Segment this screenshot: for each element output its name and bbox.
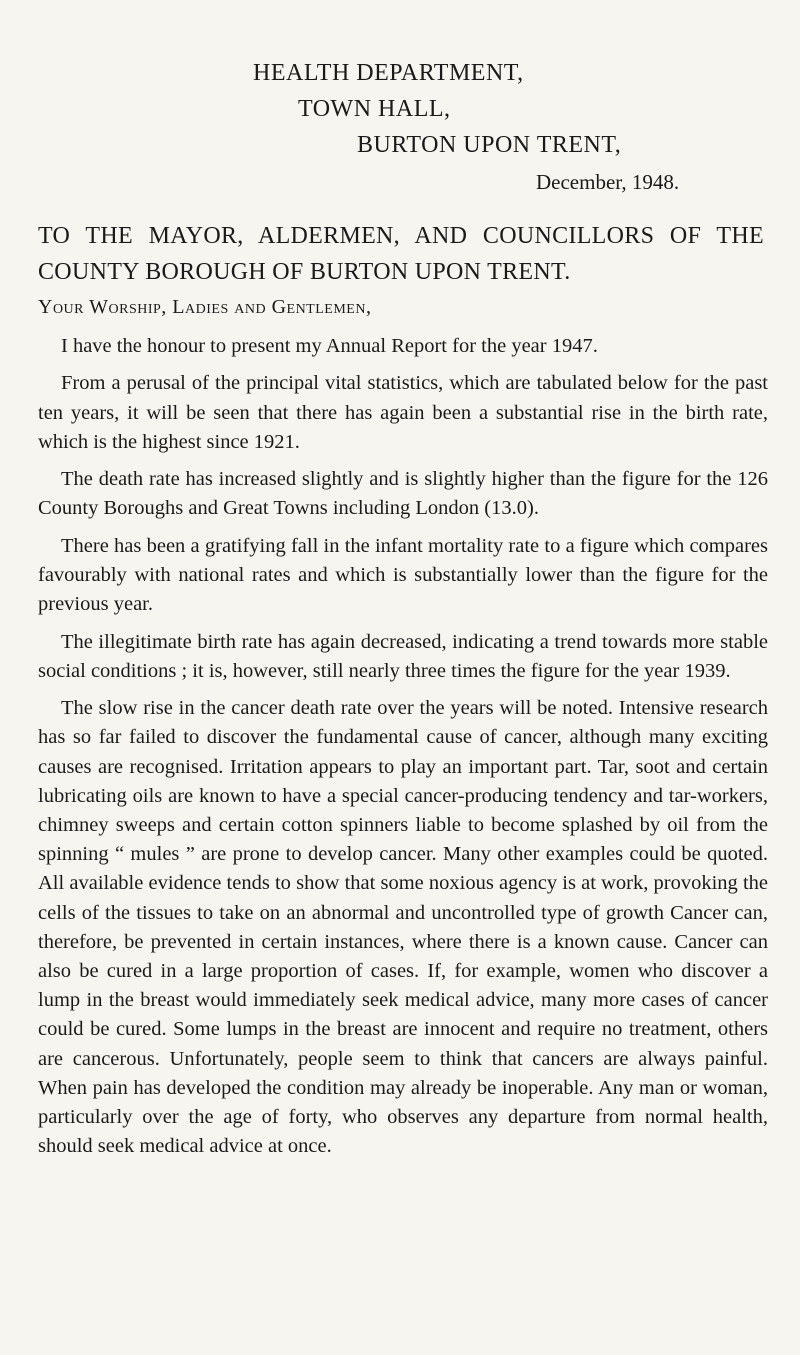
paragraph: From a perusal of the principal vital statistics, which are tabulated below for the past ten years, it will be seen that there has again been a substantial rise in the birth rate, which is the highest since 1921.	[38, 372, 768, 453]
town-line: BURTON UPON TRENT,	[357, 132, 622, 158]
paragraph: There has been a gratifying fall in the infant mortality rate to a figure which compares favourably with national rates and which is substantially lower than the figure for the previous year.	[38, 534, 768, 616]
building-line: TOWN HALL,	[298, 96, 451, 122]
paragraph: The illegitimate birth rate has again decreased, indicating a trend towards more stable social conditions ; it is, however, still nearly three times the figure for the year 1939.	[38, 630, 768, 682]
addressee: TO THE MAYOR, ALDERMEN, AND COUNCILLORS OF THE COUNTY BOROUGH OF BURTON UPON TRENT.	[38, 223, 764, 285]
letter-body	[38, 332, 768, 1170]
paragraph: The slow rise in the cancer death rate over the years will be noted. Intensive research has so far failed to discover the fundamental cause of cancer, although many exciting causes are recognised. Irritation appears to play an important part. Tar, soot and certain lubricating oils are known to have a special cancer-producing tendency and tar-workers, chimney sweeps and certain cotton spinners liable to become splashed by oil from the spinning “ mules ” are prone to develop cancer. Many other examples could be quoted. All available evidence tends to show that some noxious agency is at work, provoking the cells of the tissues to take on an abnormal and uncontrolled type of growth Cancer can, therefore, be prevented in certain instances, where there is a known cause. Cancer can also be cured in a large proportion of cases. If, for example, women who discover a lump in the breast would immediately seek medical advice, many more cases of cancer could be cured. Some lumps in the breast are innocent and require no treatment, others are cancerous. Unfortunately, people seem to think that cancers are always painful. When pain has developed the condition may already be inoperable. Any man or woman, particularly over the age of forty, who observes any departure from normal health, should seek medical advice at once.	[38, 697, 768, 1158]
letter-date: December, 1948.	[536, 170, 680, 194]
salutation: Your Worship, Ladies and Gentlemen,	[38, 296, 372, 318]
department-line: HEALTH DEPARTMENT,	[253, 60, 524, 86]
paragraph: The death rate has increased slightly and is slightly higher than the figure for the 126 County Boroughs and Great Towns including London (13.0).	[38, 468, 768, 520]
paragraph: I have the honour to present my Annual Report for the year 1947.	[61, 335, 598, 357]
